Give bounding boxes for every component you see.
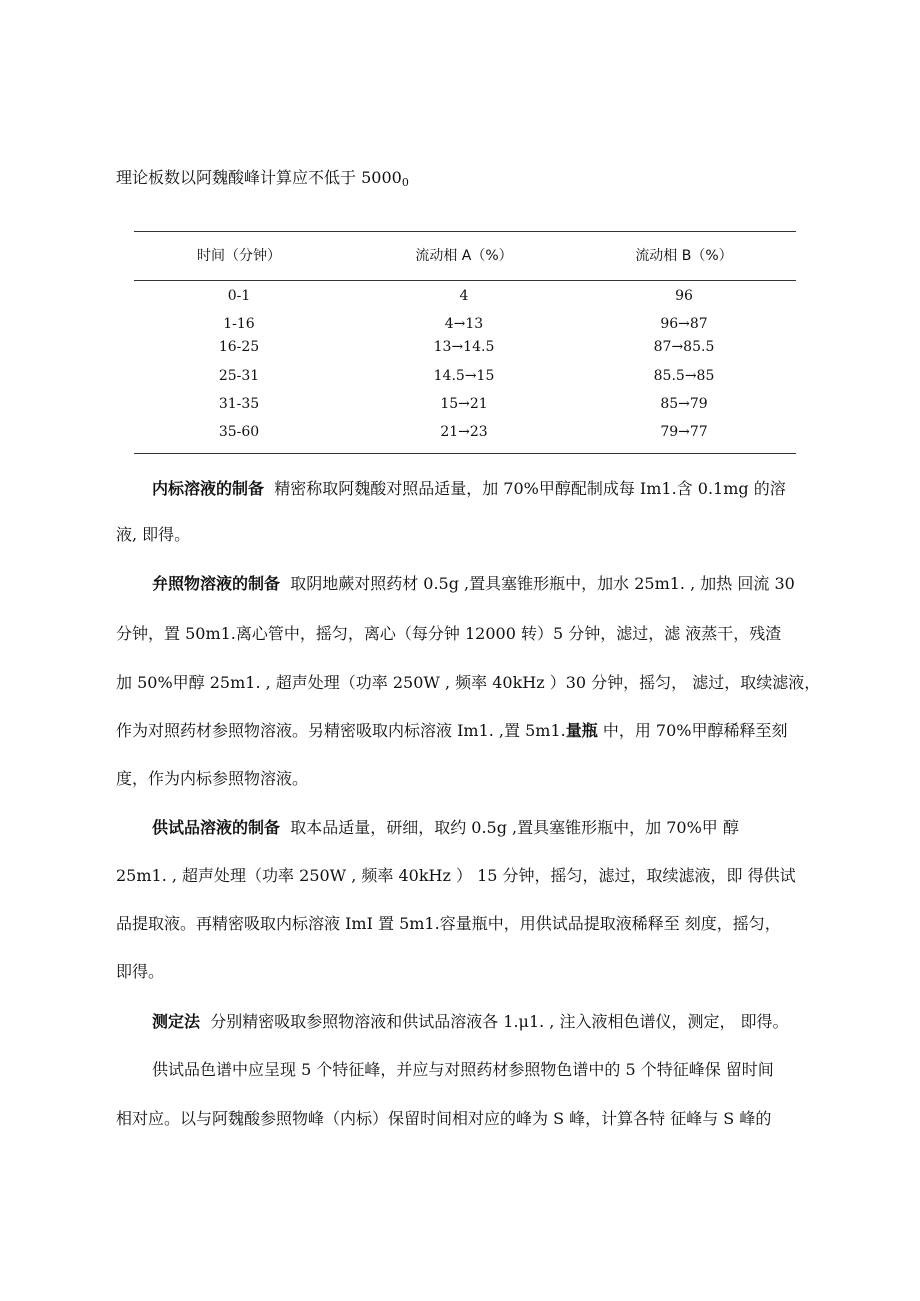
sample-heading: 供试品溶液的制备: [152, 818, 281, 837]
table-top-rule: [134, 231, 796, 232]
table-cell: 87→85.5: [653, 339, 715, 355]
intro-suffix: 0: [401, 176, 409, 189]
sample-text-1: 取本品适量，研细，取约 0.5g ,置具塞锥形瓶中，加 70%甲 醇: [290, 818, 739, 837]
table-cell: 85.5→85: [653, 368, 715, 384]
table-cell: 25-31: [218, 368, 260, 384]
table-cell: 21→23: [440, 424, 488, 440]
requirement-line-1: 供试品色谱中应呈现 5 个特征峰，并应与对照药材参照物色谱中的 5 个特征峰保 留时间: [152, 1060, 774, 1079]
table-cell: 96: [675, 288, 693, 304]
table-cell: 85→79: [660, 396, 708, 412]
sample-line-2: 25m1. , 超声处理（功率 250W , 频率 40kHz ） 15 分钟，摇匀，滤过，取续滤液，即 得供试: [116, 866, 796, 885]
table-cell: 4: [459, 288, 469, 304]
reference-line-1: [152, 574, 795, 594]
table-cell: 96→87: [660, 316, 708, 332]
table-cell: 79→77: [660, 424, 708, 440]
reference-text-4b: 量瓶: [565, 721, 598, 740]
requirement-line-2: 相对应。以与阿魏酸参照物峰（内标）保留时间相对应的峰为 S 峰，计算各特 征峰与 S 峰的: [116, 1109, 772, 1128]
reference-line-4: [116, 721, 788, 741]
intro-text: 理论板数以阿魏酸峰计算应不低于 5000: [116, 168, 402, 187]
reference-heading: 弁照物溶液的制备: [152, 574, 281, 593]
reference-text-1: 取阴地蕨对照药材 0.5g ,置具塞锥形瓶中，加水 25m1. , 加热 回流 30: [290, 574, 795, 593]
table-cell: 4→13: [444, 316, 484, 332]
reference-line-5: 度，作为内标参照物溶液。: [116, 769, 309, 788]
sample-line-4: 即得。: [116, 962, 165, 981]
method-heading: 测定法: [152, 1012, 201, 1031]
table-header-phase-b: 流动相 B（%）: [635, 248, 733, 264]
reference-line-2: 分钟，置 50m1.离心管中，摇匀，离心（每分钟 12000 转）5 分钟，滤过，滤 液蒸干，残渣: [116, 624, 782, 643]
table-header-phase-a: 流动相 A（%）: [415, 248, 513, 264]
table-cell: 0-1: [227, 288, 251, 304]
table-bottom-rule: [134, 453, 796, 454]
table-cell: 16-25: [218, 339, 260, 355]
table-cell: 31-35: [218, 396, 260, 412]
sample-line-3: 品提取液。再精密吸取内标溶液 ImI 置 5m1.容量瓶中，用供试品提取液稀释至 刻度，摇匀，: [116, 914, 781, 933]
reference-line-3: 加 50%甲醇 25m1. , 超声处理（功率 250W , 频率 40kHz ）30 分钟，摇匀， 滤过，取续滤液，: [116, 673, 821, 692]
reference-text-4c: 中，用 70%甲醇稀释至刻: [597, 721, 788, 740]
internal-std-line-2: 液, 即得。: [116, 525, 191, 544]
table-cell: 14.5→15: [433, 368, 495, 384]
internal-std-heading: 内标溶液的制备: [152, 479, 265, 498]
reference-text-4a: 作为对照药材参照物溶液。另精密吸取内标溶液 Im1. ,置 5m1.: [116, 721, 566, 740]
table-cell: 13→14.5: [433, 339, 495, 355]
table-cell: 35-60: [218, 424, 260, 440]
method-text-1: 分别精密吸取参照物溶液和供试品溶液各 1.μ1. , 注入液相色谱仪，测定， 即得。: [210, 1012, 789, 1031]
internal-std-text-1: 精密称取阿魏酸对照品适量，加 70%甲醇配制成每 Im1.含 0.1mg 的溶: [274, 479, 786, 498]
method-line-1: [152, 1012, 789, 1032]
table-cell: 15→21: [440, 396, 488, 412]
sample-line-1: [152, 818, 739, 838]
table-header-time: 时间（分钟）: [197, 248, 281, 264]
internal-std-line-1: [152, 479, 786, 499]
intro-line: [116, 168, 409, 193]
table-cell: 1-16: [223, 316, 255, 332]
table-header-rule: [134, 280, 796, 281]
